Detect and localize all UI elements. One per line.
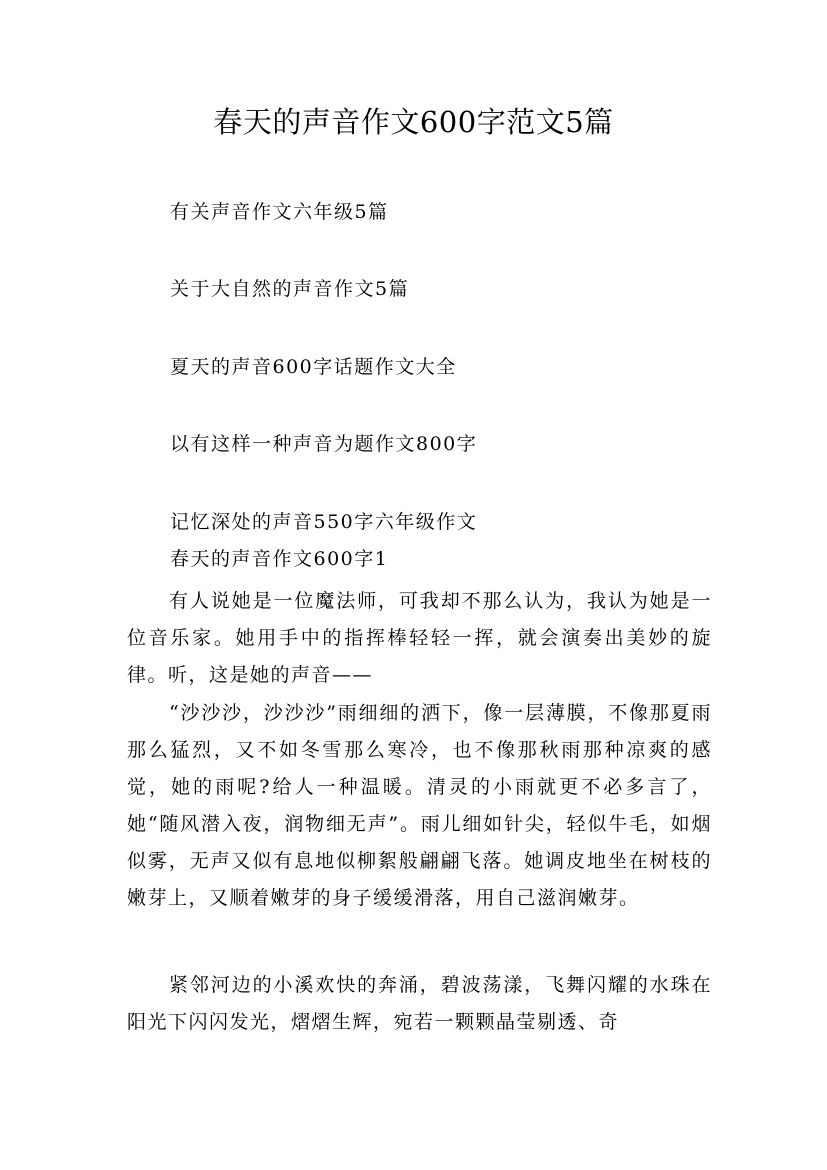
paragraph-1-text: 有人说她是一位魔法师，可我却不那么认为，我认为她是一位音乐家。她用手中的指挥棒轻轻一挥，就会演奏出美妙的旋律。听，这是她的声音—— [127, 590, 712, 686]
section-heading: 春天的声音作文600字1 [170, 548, 389, 570]
related-link-1[interactable]: 有关声音作文六年级5篇 [170, 201, 389, 223]
paragraph-1 [127, 583, 712, 694]
related-link-5[interactable]: 记忆深处的声音550字六年级作文 [170, 511, 478, 533]
paragraph-2 [127, 695, 712, 917]
related-link-2[interactable]: 关于大自然的声音作文5篇 [170, 278, 410, 300]
paragraph-2-text: “沙沙沙，沙沙沙”雨细细的洒下，像一层薄膜，不像那夏雨那么猛烈，又不如冬雪那么寒冷，也不像那秋雨那种凉爽的感觉，她的雨呢?给人一种温暖。清灵的小雨就更不必多言了，她“随风潜入夜，润物细无声”。雨儿细如针尖，轻似牛毛，如烟似雾，无声又似有息地似柳絮般翩翩飞落。她调皮地坐在树枝的嫩芽上，又顺着嫩芽的身子缓缓滑落，用自己滋润嫩芽。 [127, 702, 712, 909]
document-title: 春天的声音作文600字范文5篇 [213, 105, 614, 139]
paragraph-3 [127, 967, 712, 1041]
related-link-3[interactable]: 夏天的声音600字话题作文大全 [170, 356, 457, 378]
paragraph-3-text: 紧邻河边的小溪欢快的奔涌，碧波荡漾，飞舞闪耀的水珠在阳光下闪闪发光，熠熠生辉，宛若一颗颗晶莹剔透、奇 [127, 974, 712, 1033]
related-link-4[interactable]: 以有这样一种声音为题作文800字 [170, 433, 478, 455]
